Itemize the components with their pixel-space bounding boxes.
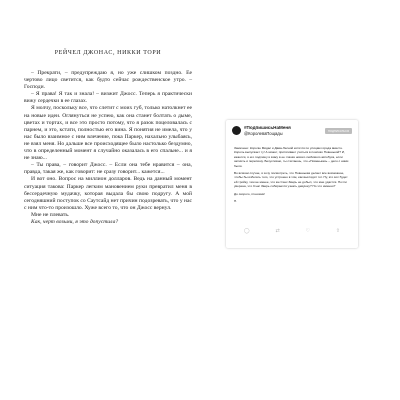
post-signature: П. — [234, 199, 238, 204]
paragraph: – Ты права, – говорит Джосс. – Если она тебе нравится – она, правда, такая же, как говорит: не сразу говорит... кажется... — [24, 162, 192, 176]
post-author — [244, 125, 291, 136]
avatar — [232, 126, 241, 135]
subscribe-button[interactable]: ПОДПИСАТЬСЯ — [325, 128, 352, 134]
left-page — [24, 50, 192, 350]
post-subhandle: @КоролеваПощады — [244, 130, 283, 136]
paragraph: Мне не плевать. — [31, 211, 70, 218]
post-body — [226, 146, 358, 203]
post-paragraph: Замечено: Королю Мидас и Дава-Лесной котится по улицам города вместе. Король выпускает ту! А может, притягивает учиться в поисках Новенькой? И, кажется, я его подпишу и вижу в ее глазах нового любимого автобуса, если затмить и перепишу. Безусловно, ты считаешь, что «Новенькая» – дело с ними были. — [234, 146, 349, 168]
post-header — [226, 120, 358, 146]
paragraph: Как, черт возьми, я это допустила? — [31, 218, 119, 225]
share-icon[interactable]: ⇧ — [335, 228, 340, 234]
post-handle: #ПодпишисьНаМеня — [244, 125, 291, 130]
right-page — [212, 50, 382, 350]
running-head: РЕЙЧЕЛ ДЖОНАС, НИККИ ТОРИ — [54, 50, 162, 56]
post-paragraph: До скорого, птенчики! — [234, 191, 266, 196]
body-text — [24, 70, 192, 226]
post-paragraph: Во всяком случае, я хочу посмотреть, что Новенькая делает все возможное, чтобы бы избегать того, что устроено в том, как выглядит тот. Ну, кто вот будет ей тройку, тем не менее, что же Сэнс Зверь не добыл, что мне удастся. Почти уверена, что Сэнс Зверь собирается узнать девушку? Но что именно? — [234, 171, 348, 189]
post-actions — [244, 229, 340, 234]
paragraph: – Прекрати, – предупреждаю я, но уже слишком поздно. Ее чертово лицо светится, как будто сейчас рождественское утро. – Господи. — [24, 70, 192, 91]
like-icon[interactable]: ♡ — [305, 228, 310, 234]
paragraph: И вот оно. Вопрос на миллион долларов. Ведь на данный момент ситуация такова: Паркер легким мановением руки превратил меня в бессердечную мудачку, которая выдала бы свою подругу. А мой сегодняшний поступок со Саутсайд нет причин подозревать, что у нас с ним что-то произошло. Хуже всего то, что он Джосс вернул. — [24, 176, 192, 211]
paragraph: – Я права! Я так и знала! – визжит Джосс. Теперь я практически вижу сердечки в ее глазах. — [24, 91, 192, 105]
paragraph: Я молчу, поскольку все, что слетит с моих губ, только натолкнет ее на новые идеи. Оглянуться не успею, как она станет болтать о дыме, цветах и тортах, и все это просто потому, что я разок поцеловалась с парнем, и это, кстати, полностью его вина. Я понятия не имела, что у нас было взаимное с ним влечение, пока Паркер, нахально улыбаясь, не взял меня. Но дальше все происходящее было настолько бездумно, что в определенный момент я случайно оказалась в его спальне... и я не знаю... — [24, 105, 192, 162]
retweet-icon[interactable]: ⇄ — [275, 228, 280, 234]
social-post-card — [226, 120, 358, 248]
reply-icon[interactable]: ◯ — [244, 228, 250, 234]
